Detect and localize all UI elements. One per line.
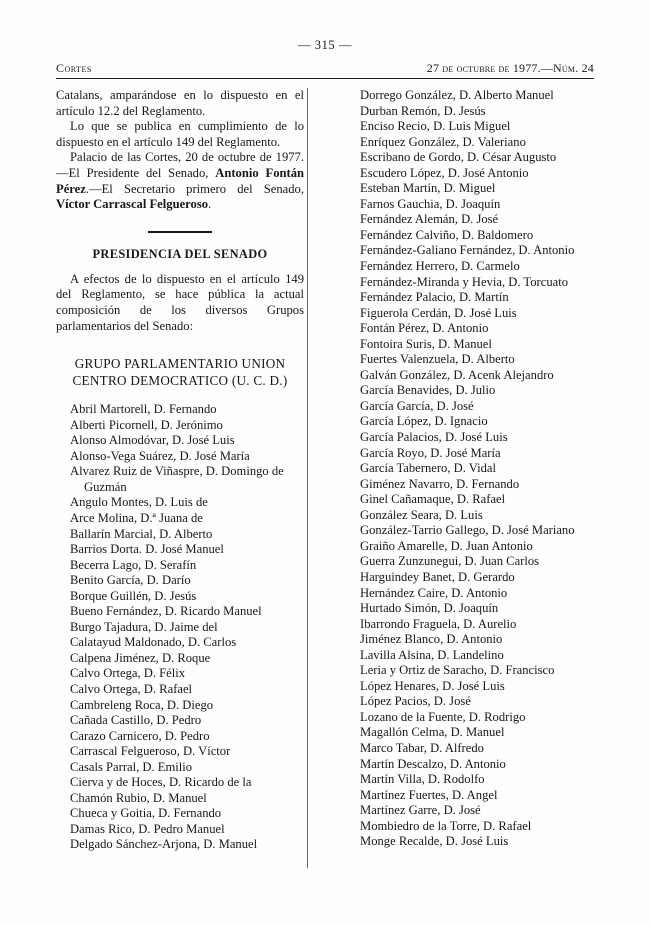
list-item: Fuertes Valenzuela, D. Alberto <box>360 352 515 367</box>
list-item: Casals Parral, D. Emilio <box>70 759 193 774</box>
group-heading-line-1: GRUPO PARLAMENTARIO UNION <box>74 356 286 372</box>
page-folio: — 315 — <box>297 38 353 52</box>
right-column <box>346 88 594 878</box>
list-item: Barrios Dorta. D. José Manuel <box>70 542 224 557</box>
palacio-text-pre: Palacio de las Cortes, 20 de octubre de 1977.—El Presidente del Senado, <box>56 150 304 180</box>
list-item: Hurtado Simón, D. Joaquín <box>360 601 499 616</box>
list-item: Alonso-Vega Suárez, D. José María <box>70 448 250 463</box>
list-item: García García, D. José <box>360 398 474 413</box>
signatory-secretary: Víctor Carrascal Felgueroso <box>56 197 209 212</box>
list-item: Calvo Ortega, D. Rafael <box>70 681 193 696</box>
paragraph-composicion: A efectos de lo dispuesto en el artículo 149 del Reglamento, se hace pública la actual composición de los diversos Grupos parlamentarios del Senado: <box>56 271 304 333</box>
list-item: Guerra Zunzunegui, D. Juan Carlos <box>360 554 540 569</box>
two-column-body <box>56 88 594 878</box>
list-item: Monge Recalde, D. José Luis <box>360 834 509 849</box>
list-item: Figuerola Cerdán, D. José Luis <box>360 305 517 320</box>
list-item: Becerra Lago, D. Serafín <box>70 557 197 572</box>
list-item: Calatayud Maldonado, D. Carlos <box>70 635 237 650</box>
list-item: López Pacios, D. José <box>360 694 471 709</box>
group-heading-line-2: CENTRO DEMOCRATICO (U. C. D.) <box>72 372 288 388</box>
list-item: Cambreleng Roca, D. Diego <box>70 697 214 712</box>
list-item: Arce Molina, D.ª Juana de <box>70 510 203 525</box>
list-item: Angulo Montes, D. Luis de <box>70 495 208 510</box>
list-item: Esteban Martín, D. Miguel <box>360 181 496 196</box>
list-item: Galván González, D. Acenk Alejandro <box>360 367 554 382</box>
list-item: Harguindey Banet, D. Gerardo <box>360 569 515 584</box>
list-item: García Tabernero, D. Vidal <box>360 461 497 476</box>
section-separator-rule <box>148 231 212 233</box>
list-item: Burgo Tajadura, D. Jaime del <box>70 619 218 634</box>
signatory-president: Antonio Fontán Pérez <box>56 165 304 196</box>
list-item: Calpena Jiménez, D. Roque <box>70 650 211 665</box>
list-item: Alberti Picornell, D. Jerónimo <box>70 417 223 432</box>
list-item: García López, D. Ignacio <box>360 414 488 429</box>
list-item: Ibarrondo Fraguela, D. Aurelio <box>360 616 517 631</box>
list-item: González-Tarrio Gallego, D. José Mariano <box>360 523 575 538</box>
list-item: Borque Guillén, D. Jesús <box>70 588 197 603</box>
list-item: Delgado Sánchez-Arjona, D. Manuel <box>70 837 258 852</box>
list-item: Cierva y de Hoces, D. Ricardo de la <box>70 775 252 790</box>
list-item: Magallón Celma, D. Manuel <box>360 725 505 740</box>
group-heading-ucd <box>56 356 304 389</box>
paragraph-publicacion: Lo que se publica en cumplimiento de lo dispuesto en el artículo 149 del Reglamento. <box>56 119 304 149</box>
list-item: García Benavides, D. Julio <box>360 383 496 398</box>
list-item: Ginel Cañamaque, D. Rafael <box>360 492 506 507</box>
list-item: López Henares, D. José Luis <box>360 678 505 693</box>
list-item: Ballarín Marcial, D. Alberto <box>70 526 213 541</box>
palacio-text-end: . <box>208 197 212 212</box>
list-item: Chamón Rubio, D. Manuel <box>70 790 207 805</box>
list-item: Carazo Carnicero, D. Pedro <box>70 728 210 743</box>
list-item: Escudero López, D. José Antonio <box>360 165 529 180</box>
list-item: Enríquez González, D. Valeriano <box>360 134 526 149</box>
list-item: Abril Martorell, D. Fernando <box>70 402 217 417</box>
list-item: Bueno Fernández, D. Ricardo Manuel <box>70 604 262 619</box>
list-item: Alonso Almodóvar, D. José Luis <box>70 433 235 448</box>
list-item: García Palacios, D. José Luis <box>360 430 508 445</box>
list-item: Fontán Pérez, D. Antonio <box>360 321 489 336</box>
header-rule <box>56 78 594 79</box>
column-divider <box>307 88 308 868</box>
senator-list-left <box>56 402 304 853</box>
list-item: Fernández Herrero, D. Carmelo <box>360 259 520 274</box>
list-item: Carrascal Felgueroso, D. Víctor <box>70 744 231 759</box>
list-item: Hernández Caire, D. Antonio <box>360 585 508 600</box>
list-item: Fernández Alemán, D. José <box>360 212 499 227</box>
list-item: Damas Rico, D. Pedro Manuel <box>70 821 225 836</box>
list-item: García Royo, D. José María <box>360 445 501 460</box>
list-item: González Seara, D. Luis <box>360 507 483 522</box>
list-item: Leria y Ortiz de Saracho, D. Francisco <box>360 663 555 678</box>
paragraph-catalans: Catalans, amparándose en lo dispuesto en el artículo 12.2 del Reglamento. <box>56 88 304 118</box>
senator-list-right <box>346 88 594 850</box>
list-item: Jiménez Blanco, D. Antonio <box>360 632 503 647</box>
list-item: Martín Villa, D. Rodolfo <box>360 772 485 787</box>
running-head-number: Núm. 24 <box>553 61 594 75</box>
running-head-issue <box>427 61 594 76</box>
list-item: Enciso Recio, D. Luis Miguel <box>360 119 511 134</box>
list-item: Calvo Ortega, D. Félix <box>70 666 186 681</box>
section-heading-presidencia: PRESIDENCIA DEL SENADO <box>92 246 268 261</box>
list-item: Giménez Navarro, D. Fernando <box>360 476 520 491</box>
list-item: Fernández Palacio, D. Martín <box>360 290 509 305</box>
running-head <box>56 61 594 76</box>
list-item: Dorrego González, D. Alberto Manuel <box>360 88 554 102</box>
list-item: Graiño Amarelle, D. Juan Antonio <box>360 538 533 553</box>
running-head-year: 1977.— <box>512 61 554 75</box>
running-head-publication: Cortes <box>56 61 92 75</box>
list-item: Martínez Garre, D. José <box>360 803 481 818</box>
list-item: Fernández-Miranda y Hevia, D. Torcuato <box>360 274 569 289</box>
paragraph-palacio-cortes <box>56 150 304 212</box>
list-item: Fernández Calviño, D. Baldomero <box>360 227 534 242</box>
list-item: Farnos Gauchia, D. Joaquín <box>360 196 501 211</box>
list-item: Mombiedro de la Torre, D. Rafael <box>360 818 532 833</box>
list-item: Durban Remón, D. Jesús <box>360 103 486 118</box>
list-item: Escribano de Gordo, D. César Augusto <box>360 150 557 165</box>
list-item: Benito García, D. Darío <box>70 573 191 588</box>
list-item: Marco Tabar, D. Alfredo <box>360 740 484 755</box>
list-item: Lozano de la Fuente, D. Rodrigo <box>360 709 526 724</box>
left-column <box>56 88 304 878</box>
list-item: Lavilla Alsina, D. Landelino <box>360 647 504 662</box>
list-item: Fernández-Galiano Fernández, D. Antonio <box>360 243 575 258</box>
list-item: Cañada Castillo, D. Pedro <box>70 713 202 728</box>
list-item: Martín Descalzo, D. Antonio <box>360 756 506 771</box>
list-item: Fontoira Suris, D. Manuel <box>360 336 492 351</box>
palacio-text-mid: .—El Secretario primero del Senado, <box>85 181 304 196</box>
list-item: Chueca y Goitia, D. Fernando <box>70 806 222 821</box>
list-item: Alvarez Ruiz de Viñaspre, D. Domingo de Guzmán <box>70 464 284 494</box>
list-item: Martínez Fuertes, D. Angel <box>360 787 498 802</box>
running-head-date: 27 de octubre de <box>426 61 513 75</box>
